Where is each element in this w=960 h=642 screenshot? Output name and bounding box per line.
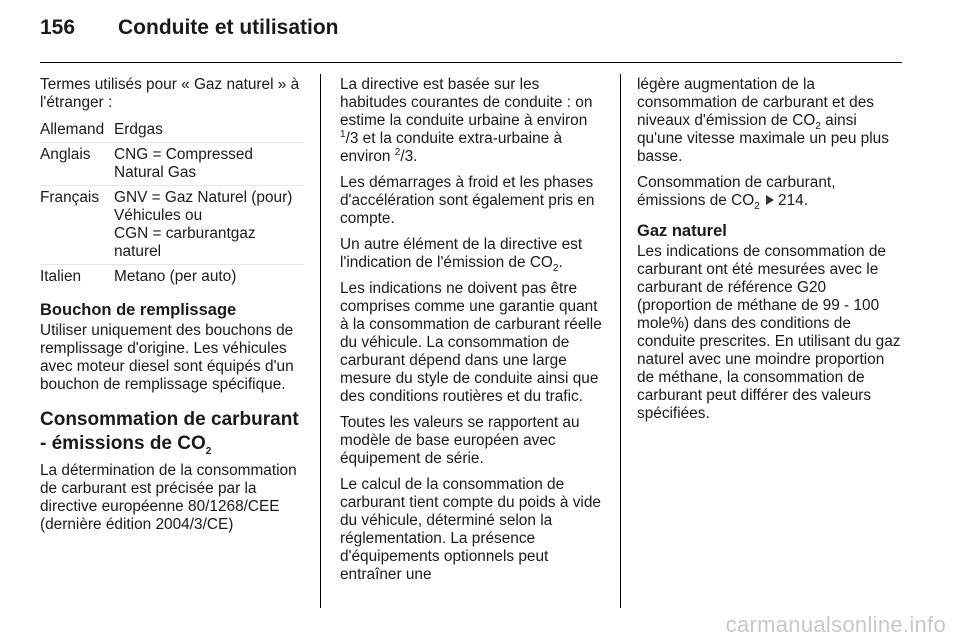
- term-definition: Metano (per auto): [114, 268, 237, 285]
- cross-reference: [637, 174, 903, 213]
- term-language: Allemand: [40, 121, 105, 138]
- page-reference-link[interactable]: 214.: [778, 192, 808, 209]
- text-run: ainsi qu'une vitesse maximale un peu plus basse.: [637, 112, 889, 165]
- table-row: [40, 264, 304, 289]
- paragraph: [637, 76, 903, 166]
- consommation-text: La détermination de la consommation de carburant est précisée par la directive européenne 80/1268/CEE (dernière édition 2004/3/CE): [40, 462, 297, 533]
- column-divider-2: [620, 74, 621, 608]
- subscript: 2: [552, 263, 559, 275]
- paragraph: Le calcul de la consommation de carburant tient compte du poids à vide du véhicule, déterminé selon la réglementation. La présence d'équipements optionnels peut entraîner une: [340, 476, 601, 583]
- paragraph: Toutes les valeurs se rapportent au modèle de base européen avec équipement de série.: [340, 414, 580, 467]
- page-header: [40, 16, 902, 50]
- terms-intro: Termes utilisés pour « Gaz naturel » à l'étranger :: [40, 76, 300, 111]
- fraction-denominator: /3: [345, 130, 359, 147]
- subscript: 2: [815, 121, 821, 133]
- term-definition: CNG = Compressed Natural Gas: [114, 146, 253, 181]
- term-definition: Erdgas: [114, 121, 163, 138]
- consommation-heading: [40, 408, 304, 456]
- superscript: 1: [340, 128, 346, 140]
- page-number: 156: [40, 16, 76, 39]
- text-run: légère augmentation de la consommation de carburant et des niveaux d'émission de CO: [637, 76, 874, 129]
- gaz-naturel-text: Les indications de consommation de carburant ont été mesurées avec le carburant de référence G20 (proportion de méthane de 99 - 100 mole%) dans des conditions de conduite prescrites. En utilisant du gaz naturel avec une moindre proportion de méthane, la consommation de carburant peut différer des valeurs spécifiées.: [637, 243, 901, 422]
- text-run: .: [413, 148, 418, 165]
- paragraph: [340, 236, 602, 275]
- superscript: 2: [394, 146, 401, 158]
- paragraph: Les démarrages à froid et les phases d'accélération sont également pris en compte.: [340, 174, 595, 227]
- table-row: [40, 185, 304, 264]
- fraction-denominator: /3: [400, 148, 414, 165]
- arrow-right-icon: [766, 195, 774, 205]
- column-1: [40, 76, 304, 542]
- directive-paragraph: [340, 76, 602, 166]
- page-title: Conduite et utilisation: [118, 16, 339, 39]
- term-language: Italien: [40, 268, 82, 285]
- term-definition: GNV = Gaz Naturel (pour) Véhicules ou CGN = carburantgaz naturel: [114, 189, 293, 260]
- text-run: et la conduite extra-urbaine à environ: [340, 130, 563, 165]
- table-row: [40, 142, 304, 185]
- text-run: La directive est basée sur les habitudes courantes de conduite : on estime la conduite urbaine à environ: [340, 76, 593, 129]
- watermark: carmanualsonline.info: [725, 612, 946, 637]
- consommation-heading-text: Consommation de carburant - émissions de CO: [40, 409, 299, 454]
- bouchon-text: Utiliser uniquement des bouchons de remplissage d'origine. Les véhicules avec moteur diesel sont équipés d'un bouchon de remplissage spécifique.: [40, 322, 294, 393]
- column-3: [637, 76, 903, 431]
- column-divider-1: [320, 74, 321, 608]
- text-run: Consommation de carburant, émissions de CO: [637, 174, 836, 209]
- bouchon-heading: Bouchon de remplissage: [40, 301, 237, 319]
- table-row: [40, 118, 304, 142]
- gaz-naturel-heading: Gaz naturel: [637, 222, 727, 240]
- term-language: Anglais: [40, 146, 91, 163]
- subscript: 2: [754, 201, 760, 213]
- column-2: [340, 76, 602, 592]
- subscript: 2: [205, 445, 212, 457]
- text-run: .: [558, 254, 563, 271]
- terms-table: [40, 118, 304, 289]
- paragraph: Les indications ne doivent pas être comprises comme une garantie quant à la consommation de carburant réelle du véhicule. La consommation de carburant dépend dans une large mesure du style de conduite ainsi que des conditions routières et du trafic.: [340, 280, 602, 405]
- text-run: Un autre élément de la directive est l'indication de l'émission de CO: [340, 236, 583, 271]
- header-rule: [40, 62, 902, 63]
- term-language: Français: [40, 189, 100, 206]
